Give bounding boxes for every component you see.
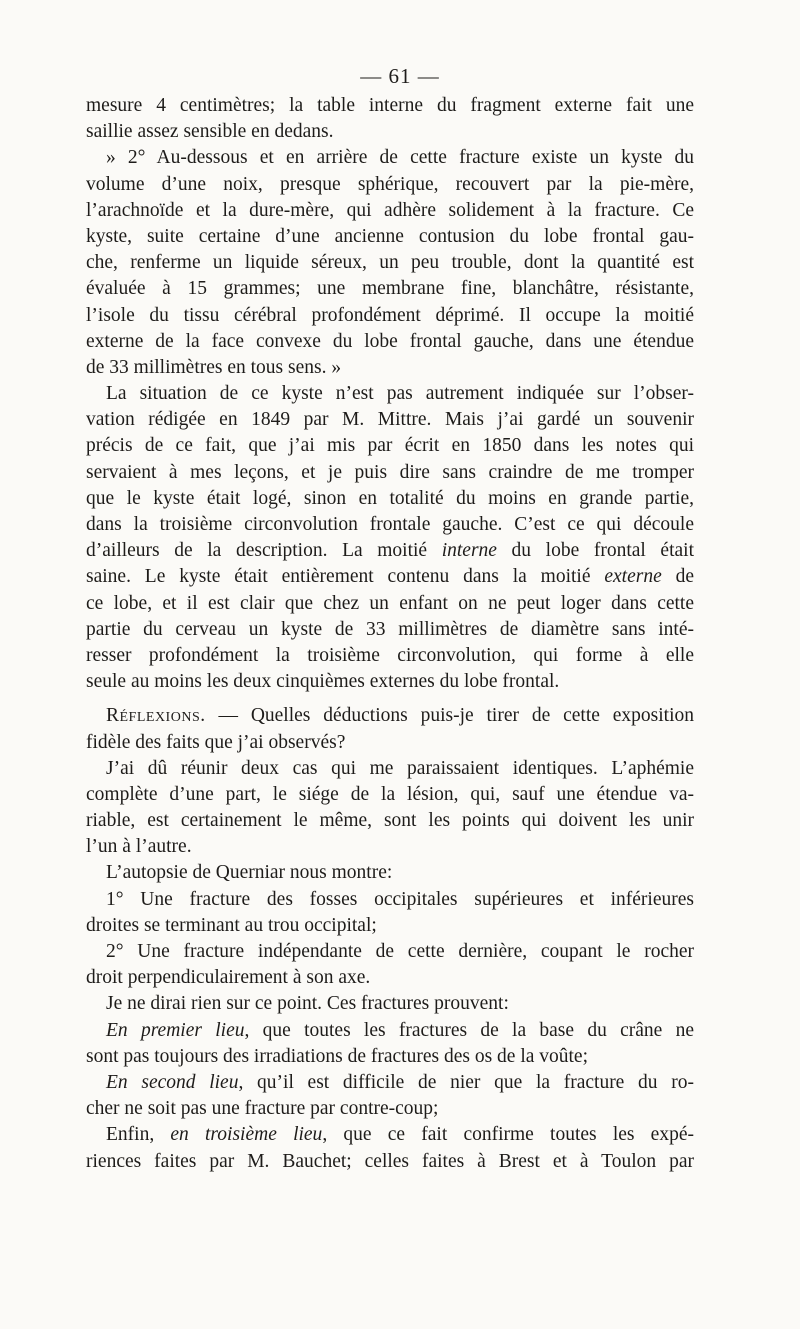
text-line: droit perpendiculairement à son axe.	[86, 967, 371, 989]
text-line: externe de la face convexe du lobe frontal gauche, dans une étendue	[86, 330, 694, 352]
text-line: d’ailleurs de la description. La moitié interne du lobe frontal était	[86, 540, 694, 562]
text-line: saine. Le kyste était entièrement contenu dans la moitié externe de	[86, 566, 694, 588]
text-line: évaluée à 15 grammes; une membrane fine, blanchâtre, résistante,	[86, 278, 694, 300]
text-line: seule au moins les deux cinquièmes externes du lobe frontal.	[86, 671, 560, 693]
text-line: ce lobe, et il est clair que chez un enfant on ne peut loger dans cette	[86, 592, 694, 614]
text-line: » 2° Au-dessous et en arrière de cette fracture existe un kyste du	[106, 147, 694, 169]
text-line: dans la troisième circonvolution frontale gauche. C’est ce qui découle	[86, 514, 694, 535]
page-number: — 61 —	[360, 64, 440, 88]
text-line: servaient à mes leçons, et je puis dire sans craindre de me tromper	[86, 461, 694, 483]
text-line: Je ne dirai rien sur ce point. Ces fractures prouvent:	[106, 993, 509, 1015]
text-line: droites se terminant au trou occipital;	[86, 914, 377, 936]
text-line: que le kyste était logé, sinon en totalité du moins en grande partie,	[86, 487, 694, 509]
text-line: sont pas toujours des irradiations de fractures des os de la voûte;	[86, 1045, 589, 1067]
text-line: saillie assez sensible en dedans.	[86, 121, 334, 143]
text-line: 1° Une fracture des fosses occipitales supérieures et inférieures	[106, 888, 694, 910]
text-line: kyste, suite certaine d’une ancienne contusion du lobe frontal gau-	[86, 225, 694, 247]
text-line: 2° Une fracture indépendante de cette dernière, coupant le rocher	[106, 941, 694, 962]
text-line: de 33 millimètres en tous sens. »	[86, 356, 342, 378]
text-line: Réflexions. — Quelles déductions puis-je tirer de cette exposition	[106, 705, 694, 727]
text-line: L’autopsie de Querniar nous montre:	[106, 862, 393, 884]
text-line: riences faites par M. Bauchet; celles faites à Brest et à Toulon par	[86, 1150, 694, 1172]
text-line: l’isole du tissu cérébral profondément déprimé. Il occupe la moitié	[86, 304, 694, 326]
text-line: En premier lieu, que toutes les fractures de la base du crâne ne	[106, 1019, 694, 1041]
text-line: riable, est certainement le même, sont les points qui doivent les unir	[86, 810, 694, 832]
text-line: précis de ce fait, que j’ai mis par écrit en 1850 dans les notes qui	[86, 435, 694, 457]
text-line: l’un à l’autre.	[86, 836, 192, 858]
text-line: mesure 4 centimètres; la table interne du fragment externe fait une	[86, 95, 694, 116]
text-line: l’arachnoïde et la dure-mère, qui adhère solidement à la fracture. Ce	[86, 199, 694, 221]
text-line: La situation de ce kyste n’est pas autrement indiquée sur l’obser-	[106, 383, 694, 405]
paragraph-gap	[86, 695, 694, 703]
text-line: En second lieu, qu’il est difficile de nier que la fracture du ro-	[106, 1071, 694, 1093]
text-line: che, renferme un liquide séreux, un peu trouble, dont la quantité est	[86, 252, 694, 274]
text-line: partie du cerveau un kyste de 33 millimètres de diamètre sans inté-	[86, 618, 694, 640]
text-line: volume d’une noix, presque sphérique, recouvert par la pie-mère,	[86, 173, 694, 195]
text-line: Enfin, en troisième lieu, que ce fait confirme toutes les expé-	[106, 1124, 694, 1146]
body-text	[86, 93, 694, 1175]
text-line: cher ne soit pas une fracture par contre-coup;	[86, 1098, 439, 1120]
text-line: complète d’une part, le siége de la lésion, qui, sauf une étendue va-	[86, 783, 694, 805]
text-line: resser profondément la troisième circonvolution, qui forme à elle	[86, 644, 694, 666]
text-line: J’ai dû réunir deux cas qui me paraissaient identiques. L’aphémie	[106, 757, 694, 779]
text-line: fidèle des faits que j’ai observés?	[86, 731, 346, 753]
text-line: vation rédigée en 1849 par M. Mittre. Mais j’ai gardé un souvenir	[86, 409, 694, 431]
